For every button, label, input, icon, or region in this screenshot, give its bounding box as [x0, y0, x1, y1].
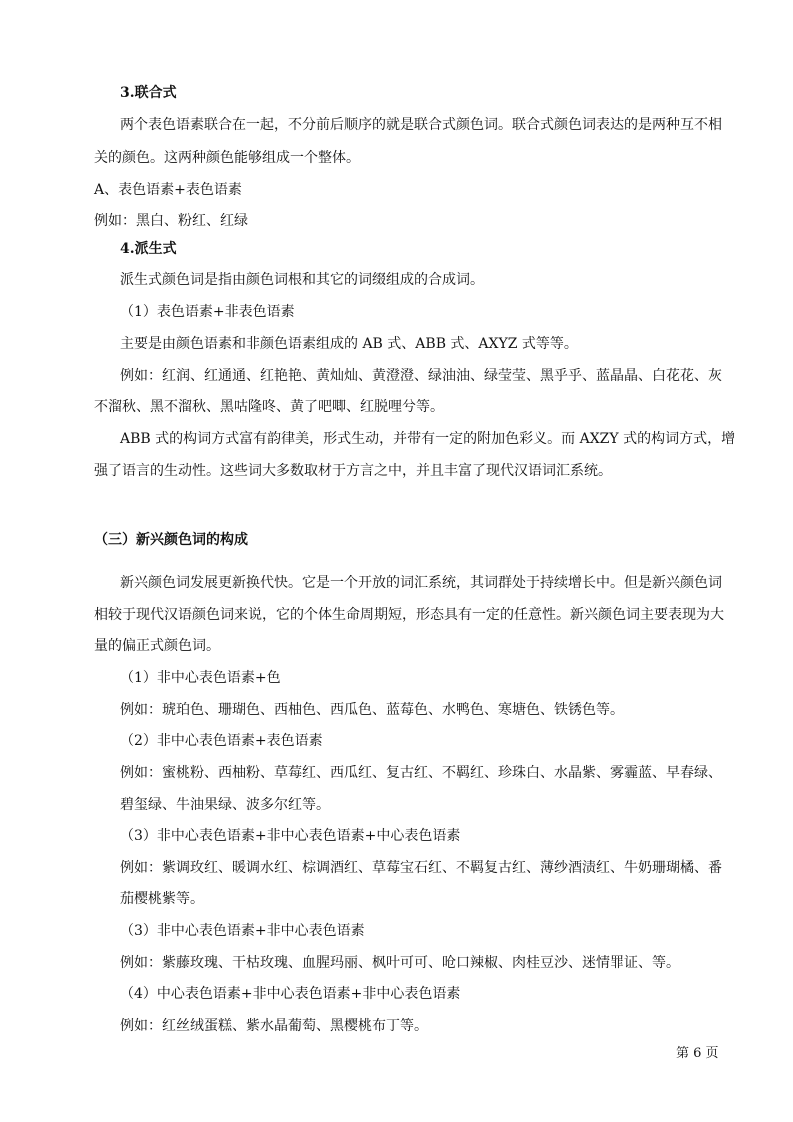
paragraph-line: 例如：蜜桃粉、西柚粉、草莓红、西瓜红、复古红、不羁红、珍珠白、水晶紫、雾霾蓝、早春绿、: [120, 765, 722, 781]
subheading-line: （1）表色语素+非表色语素: [120, 304, 295, 320]
paragraph-line: 关的颜色。这两种颜色能够组成一个整体。: [94, 150, 360, 166]
subheading-line: （4）中心表色语素+非中心表色语素+非中心表色语素: [120, 986, 461, 1002]
paragraph-line: 两个表色语素联合在一起，不分前后顺序的就是联合式颜色词。联合式颜色词表达的是两种互不相: [120, 117, 722, 133]
paragraph-line: 例如：紫藤玫瑰、干枯玫瑰、血腥玛丽、枫叶可可、呛口辣椒、肉桂豆沙、迷情罪证、等。: [120, 955, 680, 971]
subheading-line: （1）非中心表色语素+色: [120, 670, 281, 686]
paragraph-line: 强了语言的生动性。这些词大多数取材于方言之中，并且丰富了现代汉语词汇系统。: [94, 463, 612, 479]
section-heading-xinxing: （三）新兴颜色词的构成: [94, 532, 248, 548]
paragraph-line: 新兴颜色词发展更新换代快。它是一个开放的词汇系统，其词群处于持续增长中。但是新兴颜色词: [120, 575, 722, 591]
paragraph-line: 主要是由颜色语素和非颜色语素组成的 AB 式、ABB 式、AXYZ 式等等。: [120, 336, 578, 352]
paragraph-line: A、表色语素+表色语素: [94, 182, 242, 198]
paragraph-line: 例如：黑白、粉红、红绿: [94, 213, 248, 229]
paragraph-line: 派生式颜色词是指由颜色词根和其它的词缀组成的合成词。: [120, 272, 484, 288]
paragraph-line: ABB 式的构词方式富有韵律美，形式生动，并带有一定的附加色彩义。而 AXZY 式的构词方式，增: [120, 431, 736, 447]
paragraph-line: 碧玺绿、牛油果绿、波多尔红等。: [120, 797, 330, 813]
page-number: 第 6 页: [676, 1046, 719, 1061]
paragraph-line: 例如：紫调玫红、暖调水红、棕调酒红、草莓宝石红、不羁复古红、薄纱酒渍红、牛奶珊瑚橘、番: [120, 860, 722, 876]
subheading-line: （3）非中心表色语素+非中心表色语素: [120, 923, 365, 939]
subheading-line: （3）非中心表色语素+非中心表色语素+中心表色语素: [120, 828, 461, 844]
subheading-line: （2）非中心表色语素+表色语素: [120, 733, 323, 749]
paragraph-line: 相较于现代汉语颜色词来说，它的个体生命周期短，形态具有一定的任意性。新兴颜色词主要表现为大: [94, 607, 724, 623]
paragraph-line: 例如：红润、红通通、红艳艳、黄灿灿、黄澄澄、绿油油、绿莹莹、黑乎乎、蓝晶晶、白花花、灰: [120, 368, 722, 384]
section-heading-lianheshi: 3.联合式: [120, 85, 177, 101]
paragraph-line: 例如：红丝绒蛋糕、紫水晶葡萄、黑樱桃布丁等。: [120, 1018, 428, 1034]
paragraph-line: 不溜秋、黑不溜秋、黑咕隆咚、黄了吧唧、红脱哩兮等。: [94, 399, 444, 415]
section-heading-paishengshi: 4.派生式: [120, 241, 177, 257]
paragraph-line: 茄樱桃紫等。: [120, 891, 204, 907]
paragraph-line: 量的偏正式颜色词。: [94, 638, 220, 654]
paragraph-line: 例如：琥珀色、珊瑚色、西柚色、西瓜色、蓝莓色、水鸭色、寒塘色、铁锈色等。: [120, 702, 624, 718]
